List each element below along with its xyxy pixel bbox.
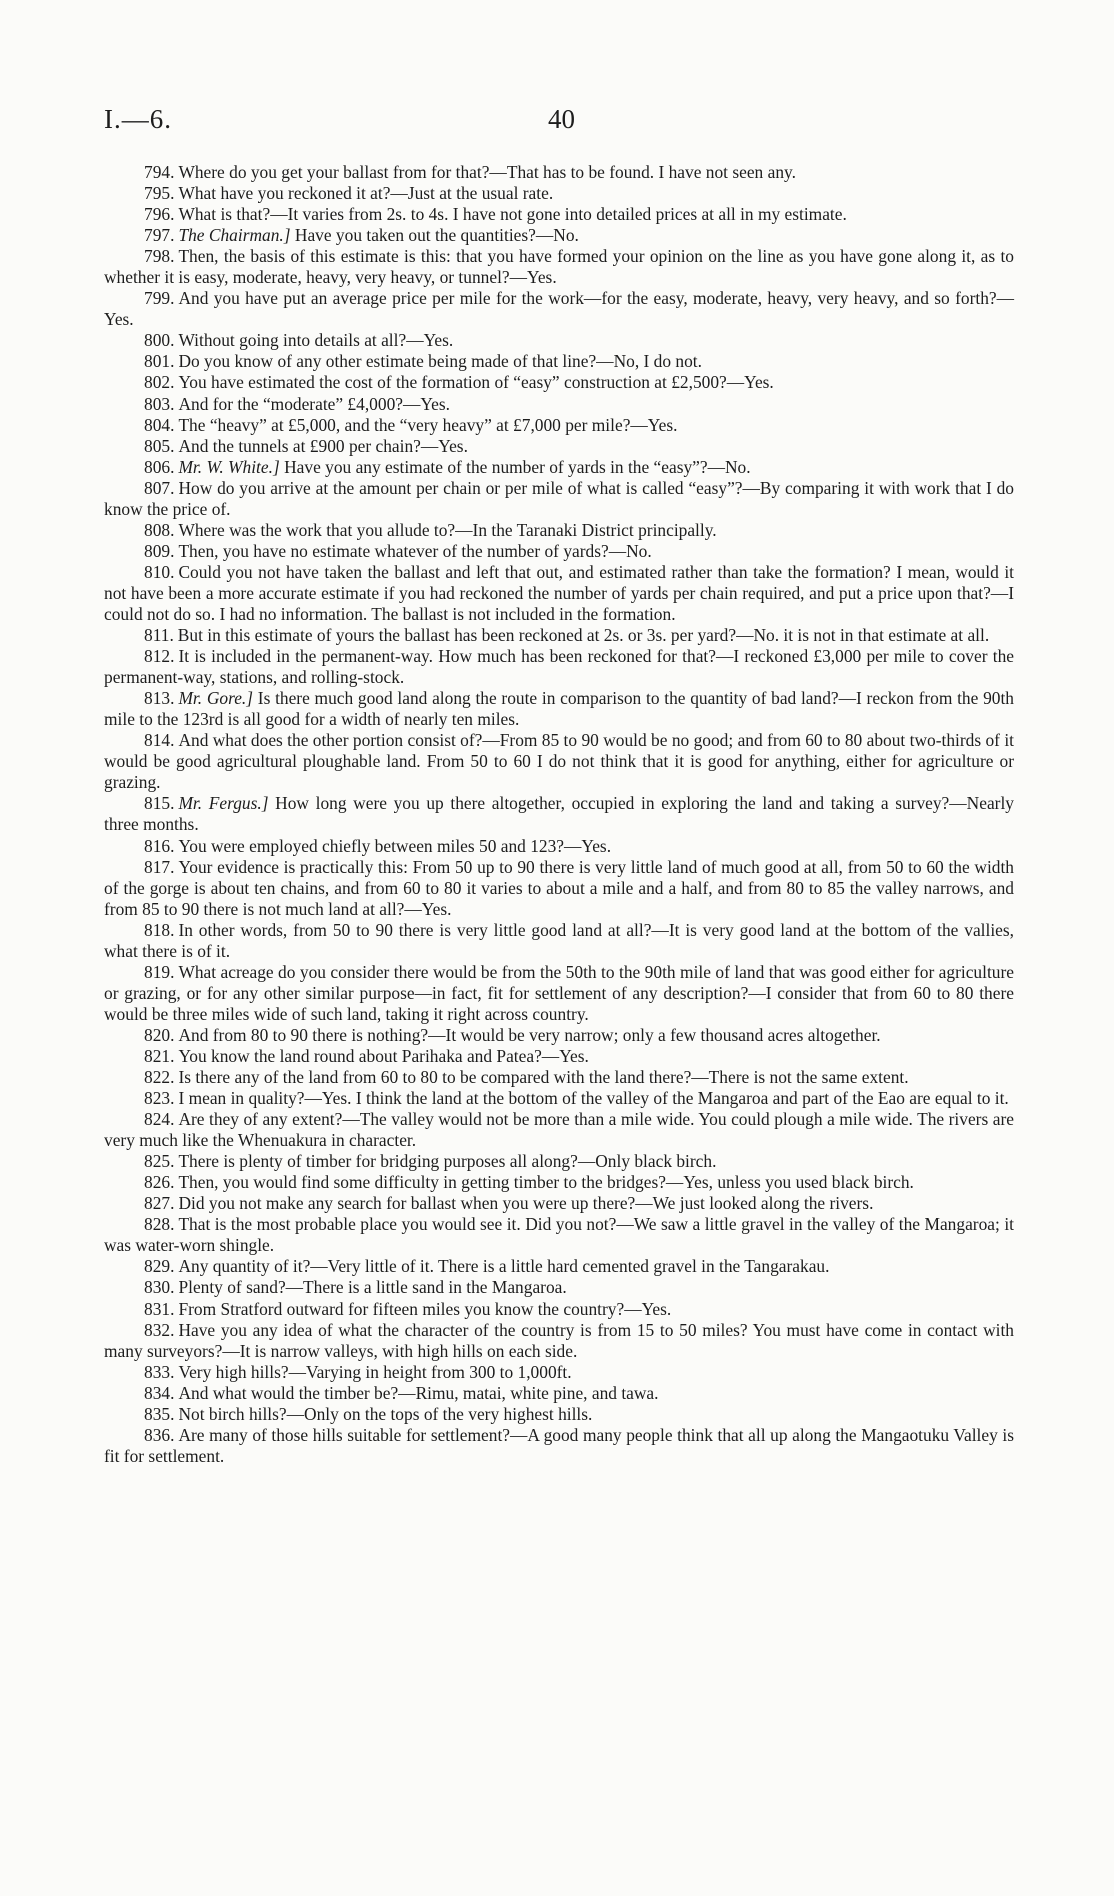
evidence-paragraph: [104, 415, 1014, 436]
evidence-paragraph: [104, 688, 1014, 730]
evidence-paragraph: [104, 793, 1014, 835]
question-number: 809.: [144, 540, 175, 561]
question-number: 813.: [144, 688, 175, 709]
evidence-paragraph: [104, 562, 1014, 625]
evidence-paragraph: [104, 183, 1014, 204]
evidence-paragraph: [104, 288, 1014, 330]
question-number: 835.: [144, 1403, 175, 1424]
paragraph-text: The “heavy” at £5,000, and the “very heavy” at £7,000 per mile?—Yes.: [178, 414, 678, 435]
evidence-paragraph: [104, 436, 1014, 457]
evidence-paragraph: [104, 1425, 1014, 1467]
question-number: 826.: [144, 1172, 175, 1193]
paragraph-text: Not birch hills?—Only on the tops of the very highest hills.: [178, 1403, 593, 1424]
question-number: 806.: [144, 456, 175, 477]
paragraph-text: And what would the timber be?—Rimu, matai, white pine, and tawa.: [178, 1382, 659, 1403]
question-number: 811.: [144, 625, 174, 646]
paragraph-text: Without going into details at all?—Yes.: [178, 330, 454, 351]
question-number: 818.: [144, 919, 175, 940]
evidence-paragraph: [104, 1193, 1014, 1214]
paragraph-text: Could you not have taken the ballast and left that out, and estimated rather than take the formation? I mean, would it not have been a more accurate estimate if you had reckoned the number of yards per chain required, and put a price upon that?—I could not do so. I had no information. The ballast is not included in the formation.: [104, 561, 1014, 624]
evidence-paragraph: [104, 478, 1014, 520]
evidence-paragraph: [104, 1151, 1014, 1172]
evidence-paragraph: [104, 1277, 1014, 1298]
question-number: 796.: [144, 204, 175, 225]
question-number: 831.: [144, 1298, 175, 1319]
evidence-paragraph: [104, 225, 1014, 246]
question-number: 816.: [144, 835, 175, 856]
paragraph-text: Did you not make any search for ballast when you were up there?—We just looked along the rivers.: [178, 1193, 874, 1214]
paragraph-text: What acreage do you consider there would be from the 50th to the 90th mile of land that was good either for agriculture or grazing, or for any other similar purpose—in fact, fit for settlement of any description?—I consider that from 60 to 80 there would be three miles wide of such land, taking it right across country.: [104, 961, 1014, 1024]
question-number: 797.: [144, 225, 175, 246]
question-number: 799.: [144, 288, 175, 309]
evidence-paragraph: [104, 1383, 1014, 1404]
paragraph-text: Is there any of the land from 60 to 80 to be compared with the land there?—There is not the same extent.: [178, 1067, 909, 1088]
paragraph-text: What have you reckoned it at?—Just at the usual rate.: [178, 183, 554, 204]
paragraph-text: And you have put an average price per mile for the work—for the easy, moderate, heavy, very heavy, and so forth?—Yes.: [104, 288, 1014, 330]
paragraph-text: And for the “moderate” £4,000?—Yes.: [178, 393, 451, 414]
question-number: 815.: [144, 793, 175, 814]
question-number: 817.: [144, 856, 175, 877]
paragraph-text: Then, you have no estimate whatever of the number of yards?—No.: [178, 540, 652, 561]
question-number: 819.: [144, 961, 175, 982]
speaker-name: The Chairman.]: [178, 225, 291, 246]
evidence-paragraph: [104, 520, 1014, 541]
paragraph-text: Any quantity of it?—Very little of it. There is a little hard cemented gravel in the Tangarakau.: [178, 1256, 830, 1277]
question-number: 823.: [144, 1088, 175, 1109]
evidence-paragraph: [104, 1404, 1014, 1425]
paragraph-text: Very high hills?—Varying in height from 300 to 1,000ft.: [178, 1361, 572, 1382]
paragraph-text: You have estimated the cost of the formation of “easy” construction at £2,500?—Yes.: [178, 372, 774, 393]
question-number: 810.: [144, 561, 175, 582]
evidence-paragraph: [104, 1088, 1014, 1109]
evidence-paragraph: [104, 730, 1014, 793]
paragraph-text: What is that?—It varies from 2s. to 4s. I have not gone into detailed prices at all in my estimate.: [178, 204, 847, 225]
page-reference: I.—6.: [104, 104, 172, 134]
evidence-paragraph: [104, 1172, 1014, 1193]
paragraph-text: Is there much good land along the route in comparison to the quantity of bad land?—I reckon from the 90th mile to the 123rd is all good for a width of nearly ten miles.: [104, 688, 1014, 730]
paragraph-text: Plenty of sand?—There is a little sand in the Mangaroa.: [178, 1277, 567, 1298]
evidence-text: [104, 162, 1014, 1467]
question-number: 801.: [144, 351, 175, 372]
question-number: 812.: [144, 646, 175, 667]
evidence-paragraph: [104, 1214, 1014, 1256]
evidence-paragraph: [104, 1256, 1014, 1277]
page-header: [104, 104, 1004, 144]
evidence-paragraph: [104, 1025, 1014, 1046]
paragraph-text: Your evidence is practically this: From 50 up to 90 there is very little land of much good at all, from 50 to 60 the width of the gorge is about ten chains, and from 60 to 80 it varies to about a mile and a half, and from 80 to 85 the valley narrows, and from 85 to 90 there is not much land at all?—Yes.: [104, 856, 1014, 919]
evidence-paragraph: [104, 920, 1014, 962]
paragraph-text: From Stratford outward for fifteen miles you know the country?—Yes.: [178, 1298, 672, 1319]
question-number: 798.: [144, 246, 175, 267]
paragraph-text: Have you taken out the quantities?—No.: [294, 225, 579, 246]
question-number: 821.: [144, 1045, 175, 1066]
evidence-paragraph: [104, 330, 1014, 351]
paragraph-text: You know the land round about Parihaka and Patea?—Yes.: [178, 1045, 589, 1066]
question-number: 825.: [144, 1151, 175, 1172]
paragraph-text: In other words, from 50 to 90 there is very little good land at all?—It is very good land at the bottom of the vallies, what there is of it.: [104, 919, 1014, 961]
paragraph-text: How do you arrive at the amount per chain or per mile of what is called “easy”?—By comparing it with work that I do know the price of.: [104, 477, 1014, 519]
question-number: 803.: [144, 393, 175, 414]
paragraph-text: You were employed chiefly between miles 50 and 123?—Yes.: [178, 835, 612, 856]
evidence-paragraph: [104, 857, 1014, 920]
speaker-name: Mr. W. White.]: [178, 456, 280, 477]
evidence-paragraph: [104, 372, 1014, 393]
paragraph-text: But in this estimate of yours the ballast has been reckoned at 2s. or 3s. per yard?—No. it is not in that estimate at all.: [177, 625, 990, 646]
paragraph-text: There is plenty of timber for bridging purposes all along?—Only black birch.: [178, 1151, 717, 1172]
paragraph-text: Have you any estimate of the number of yards in the “easy”?—No.: [284, 456, 751, 477]
question-number: 836.: [144, 1424, 175, 1445]
paragraph-text: That is the most probable place you would see it. Did you not?—We saw a little gravel in the valley of the Mangaroa; it was water-worn shingle.: [104, 1214, 1014, 1256]
question-number: 820.: [144, 1024, 175, 1045]
evidence-paragraph: [104, 394, 1014, 415]
question-number: 834.: [144, 1382, 175, 1403]
paragraph-text: Where was the work that you allude to?—In the Taranaki District principally.: [178, 519, 717, 540]
page-number: 40: [548, 104, 575, 134]
evidence-paragraph: [104, 1067, 1014, 1088]
question-number: 802.: [144, 372, 175, 393]
question-number: 824.: [144, 1109, 175, 1130]
question-number: 832.: [144, 1319, 175, 1340]
evidence-paragraph: [104, 162, 1014, 183]
question-number: 822.: [144, 1067, 175, 1088]
question-number: 795.: [144, 183, 175, 204]
question-number: 827.: [144, 1193, 175, 1214]
evidence-paragraph: [104, 457, 1014, 478]
evidence-paragraph: [104, 836, 1014, 857]
evidence-paragraph: [104, 541, 1014, 562]
paragraph-text: Have you any idea of what the character of the country is from 15 to 50 miles? You must have come in contact with many surveyors?—It is narrow valleys, with high hills on each side.: [104, 1319, 1014, 1361]
paragraph-text: Where do you get your ballast from for that?—That has to be found. I have not seen any.: [178, 162, 796, 182]
paragraph-text: Do you know of any other estimate being made of that line?—No, I do not.: [178, 351, 702, 372]
speaker-name: Mr. Gore.]: [178, 688, 254, 709]
question-number: 808.: [144, 519, 175, 540]
paragraph-text: Then, the basis of this estimate is this: that you have formed your opinion on the line as you have gone along it, as to whether it is easy, moderate, heavy, very heavy, or tunnel?—Yes.: [104, 246, 1014, 288]
question-number: 828.: [144, 1214, 175, 1235]
speaker-name: Mr. Fergus.]: [178, 793, 269, 814]
question-number: 807.: [144, 477, 175, 498]
evidence-paragraph: [104, 1320, 1014, 1362]
evidence-paragraph: [104, 1299, 1014, 1320]
question-number: 829.: [144, 1256, 175, 1277]
paragraph-text: It is included in the permanent-way. How much has been reckoned for that?—I reckoned £3,000 per mile to cover the permanent-way, stations, and rolling-stock.: [104, 646, 1014, 688]
paragraph-text: Then, you would find some difficulty in getting timber to the bridges?—Yes, unless you used black birch.: [178, 1172, 914, 1193]
evidence-paragraph: [104, 204, 1014, 225]
question-number: 794.: [144, 162, 175, 182]
paragraph-text: And from 80 to 90 there is nothing?—It would be very narrow; only a few thousand acres altogether.: [178, 1024, 881, 1045]
evidence-paragraph: [104, 1362, 1014, 1383]
question-number: 833.: [144, 1361, 175, 1382]
evidence-paragraph: [104, 351, 1014, 372]
question-number: 805.: [144, 435, 175, 456]
evidence-paragraph: [104, 625, 1014, 646]
evidence-paragraph: [104, 1109, 1014, 1151]
question-number: 804.: [144, 414, 175, 435]
evidence-paragraph: [104, 646, 1014, 688]
evidence-paragraph: [104, 962, 1014, 1025]
paragraph-text: Are they of any extent?—The valley would not be more than a mile wide. You could plough a mile wide. The rivers are very much like the Whenuakura in character.: [104, 1109, 1014, 1151]
question-number: 830.: [144, 1277, 175, 1298]
paragraph-text: I mean in quality?—Yes. I think the land at the bottom of the valley of the Mangaroa and part of the Eao are equal to it.: [178, 1088, 1009, 1109]
paragraph-text: Are many of those hills suitable for settlement?—A good many people think that all up along the Mangaotuku Valley is fit for settlement.: [104, 1424, 1014, 1466]
paragraph-text: And the tunnels at £900 per chain?—Yes.: [178, 435, 468, 456]
question-number: 800.: [144, 330, 175, 351]
evidence-paragraph: [104, 246, 1014, 288]
question-number: 814.: [144, 730, 175, 751]
paragraph-text: How long were you up there altogether, occupied in exploring the land and taking a survey?—Nearly three months.: [104, 793, 1014, 835]
evidence-paragraph: [104, 1046, 1014, 1067]
paragraph-text: And what does the other portion consist of?—From 85 to 90 would be no good; and from 60 to 80 about two-thirds of it would be good agricultural ploughable land. From 50 to 60 I do not think that it is good for anything, either for agriculture or grazing.: [104, 730, 1014, 793]
